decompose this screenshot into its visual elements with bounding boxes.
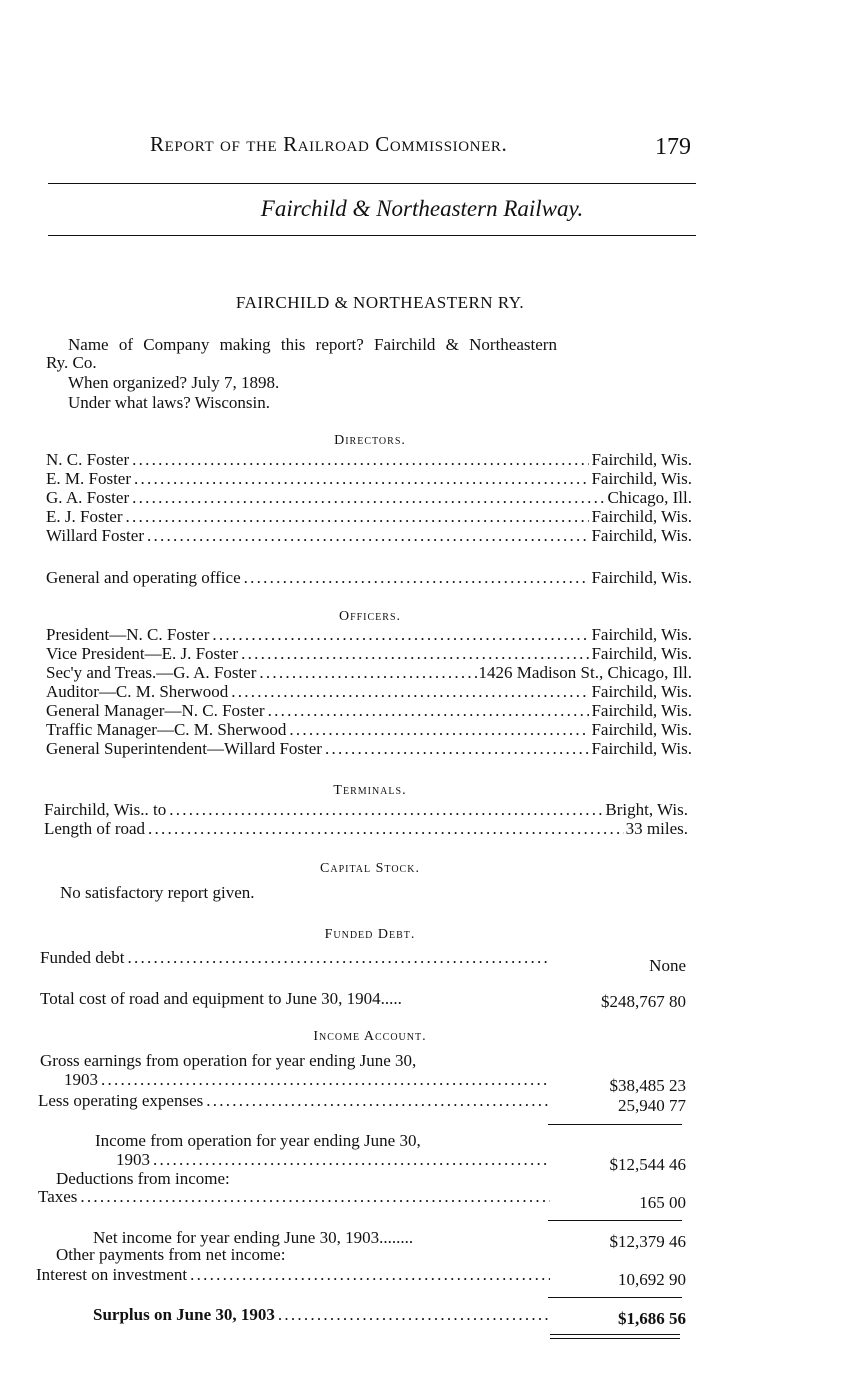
less-value: 25,940 77 <box>618 1096 686 1115</box>
gross-label-line2: 1903 <box>64 1070 98 1089</box>
officer-name: Vice President—E. J. Foster <box>46 644 239 663</box>
director-row <box>46 488 692 507</box>
terminal-name: Length of road <box>44 819 146 838</box>
surplus-label: Surplus on June 30, 1903 <box>93 1305 275 1324</box>
officer-name: President—N. C. Foster <box>46 625 210 644</box>
officers-list <box>46 625 692 758</box>
director-name: E. M. Foster <box>46 469 131 488</box>
capital-stock-text: No satisfactory report given. <box>60 883 255 902</box>
officer-place: Fairchild, Wis. <box>591 682 692 701</box>
intro-name-line <box>68 336 694 354</box>
terminal-place: 33 miles. <box>625 819 688 838</box>
officer-name: Auditor—C. M. Sherwood <box>46 682 229 701</box>
director-place: Fairchild, Wis. <box>591 469 692 488</box>
director-row <box>46 450 692 469</box>
director-name: N. C. Foster <box>46 450 130 469</box>
gross-value: $38,485 23 <box>609 1076 686 1095</box>
total-cost-label: Total cost of road and equipment to June 30, 1904..... <box>40 989 402 1008</box>
terminal-row <box>44 819 688 838</box>
sum-rule <box>548 1297 682 1298</box>
officer-place: Fairchild, Wis. <box>591 644 692 663</box>
director-name: Willard Foster <box>46 526 144 545</box>
running-title: Report of the Railroad Commissioner. <box>150 132 508 156</box>
officer-row <box>46 663 692 682</box>
directors-heading: Directors. <box>334 433 406 448</box>
terminals-heading: Terminals. <box>333 783 407 798</box>
header-rule-top <box>48 183 696 184</box>
officer-row <box>46 625 692 644</box>
funded-debt-row <box>40 948 550 967</box>
gross-row <box>40 1070 550 1089</box>
intro-name-text: Name of Company making this report? Fairchild & Northeastern <box>68 335 557 354</box>
sum-rule <box>548 1220 682 1221</box>
officer-name: Sec'y and Treas.—G. A. Foster <box>46 663 257 682</box>
intro-name-line2: Ry. Co. <box>46 353 97 372</box>
director-row <box>46 526 692 545</box>
officer-name: General Manager—N. C. Foster <box>46 701 265 720</box>
gross-line2 <box>40 1070 550 1089</box>
income-label-line2: 1903 <box>116 1150 150 1169</box>
funded-debt-heading: Funded Debt. <box>324 927 416 942</box>
officer-row <box>46 644 692 663</box>
officer-row <box>46 720 692 739</box>
directors-list <box>46 450 692 545</box>
officers-heading: Officers. <box>338 609 402 624</box>
capital-stock-heading: Capital Stock. <box>320 861 420 876</box>
double-rule <box>550 1334 680 1339</box>
office-row <box>46 568 692 587</box>
surplus-value: $1,686 56 <box>618 1309 686 1328</box>
office-label: General and operating office <box>46 568 241 587</box>
interest-value: 10,692 90 <box>618 1270 686 1289</box>
terminals-list <box>44 800 688 838</box>
gross-label-line1: Gross earnings from operation for year ending June 30, <box>40 1051 417 1070</box>
surplus-line <box>93 1305 550 1324</box>
director-place: Chicago, Ill. <box>607 488 692 507</box>
taxes-value: 165 00 <box>639 1193 686 1212</box>
income-label-line1: Income from operation for year ending June 30, <box>95 1131 421 1150</box>
income-heading: Income Account. <box>313 1029 427 1044</box>
interest-row <box>36 1265 550 1284</box>
funded-debt-line <box>40 948 550 967</box>
director-name: G. A. Foster <box>46 488 130 507</box>
less-label: Less operating expenses <box>38 1091 204 1110</box>
director-name: E. J. Foster <box>46 507 123 526</box>
funded-debt-value: None <box>649 956 686 975</box>
less-row <box>38 1091 550 1110</box>
taxes-label: Taxes <box>38 1187 78 1206</box>
page-number: 179 <box>655 134 691 160</box>
officer-place: Fairchild, Wis. <box>591 701 692 720</box>
officer-row <box>46 739 692 758</box>
terminal-place: Bright, Wis. <box>605 800 688 819</box>
director-place: Fairchild, Wis. <box>591 450 692 469</box>
total-cost-value: $248,767 80 <box>601 992 686 1011</box>
company-title: FAIRCHILD & NORTHEASTERN RY. <box>235 293 525 312</box>
interest-line <box>36 1265 550 1284</box>
office-place: Fairchild, Wis. <box>591 568 692 587</box>
officer-row <box>46 701 692 720</box>
director-place: Fairchild, Wis. <box>591 507 692 526</box>
income-value: $12,544 46 <box>609 1155 686 1174</box>
funded-debt-label: Funded debt <box>40 948 125 967</box>
intro-organized: When organized? July 7, 1898. <box>68 373 280 392</box>
surplus-row <box>93 1305 550 1324</box>
officer-place: Fairchild, Wis. <box>591 720 692 739</box>
other-payments-label: Other payments from net income: <box>56 1245 286 1264</box>
deductions-label: Deductions from income: <box>56 1169 230 1188</box>
officer-name: General Superintendent—Willard Foster <box>46 739 322 758</box>
taxes-row <box>38 1187 550 1206</box>
header-rule-bottom <box>48 235 696 236</box>
net-label: Net income for year ending June 30, 1903........ <box>93 1228 414 1247</box>
sum-rule <box>548 1124 682 1125</box>
less-line <box>38 1091 550 1110</box>
officer-row <box>46 682 692 701</box>
interest-label: Interest on investment <box>36 1265 188 1284</box>
terminal-name: Fairchild, Wis.. to <box>44 800 167 819</box>
director-row <box>46 507 692 526</box>
director-place: Fairchild, Wis. <box>591 526 692 545</box>
terminal-row <box>44 800 688 819</box>
officer-name: Traffic Manager—C. M. Sherwood <box>46 720 287 739</box>
income-line2 <box>40 1150 550 1169</box>
income-row <box>40 1150 550 1169</box>
officer-place: Fairchild, Wis. <box>591 625 692 644</box>
officer-place: Fairchild, Wis. <box>591 739 692 758</box>
net-value: $12,379 46 <box>609 1232 686 1251</box>
taxes-line <box>38 1187 550 1206</box>
intro-laws: Under what laws? Wisconsin. <box>68 393 271 412</box>
director-row <box>46 469 692 488</box>
office-block <box>46 568 692 587</box>
officer-place: 1426 Madison St., Chicago, Ill. <box>478 663 692 682</box>
section-subtitle: Fairchild & Northeastern Railway. <box>260 196 584 221</box>
